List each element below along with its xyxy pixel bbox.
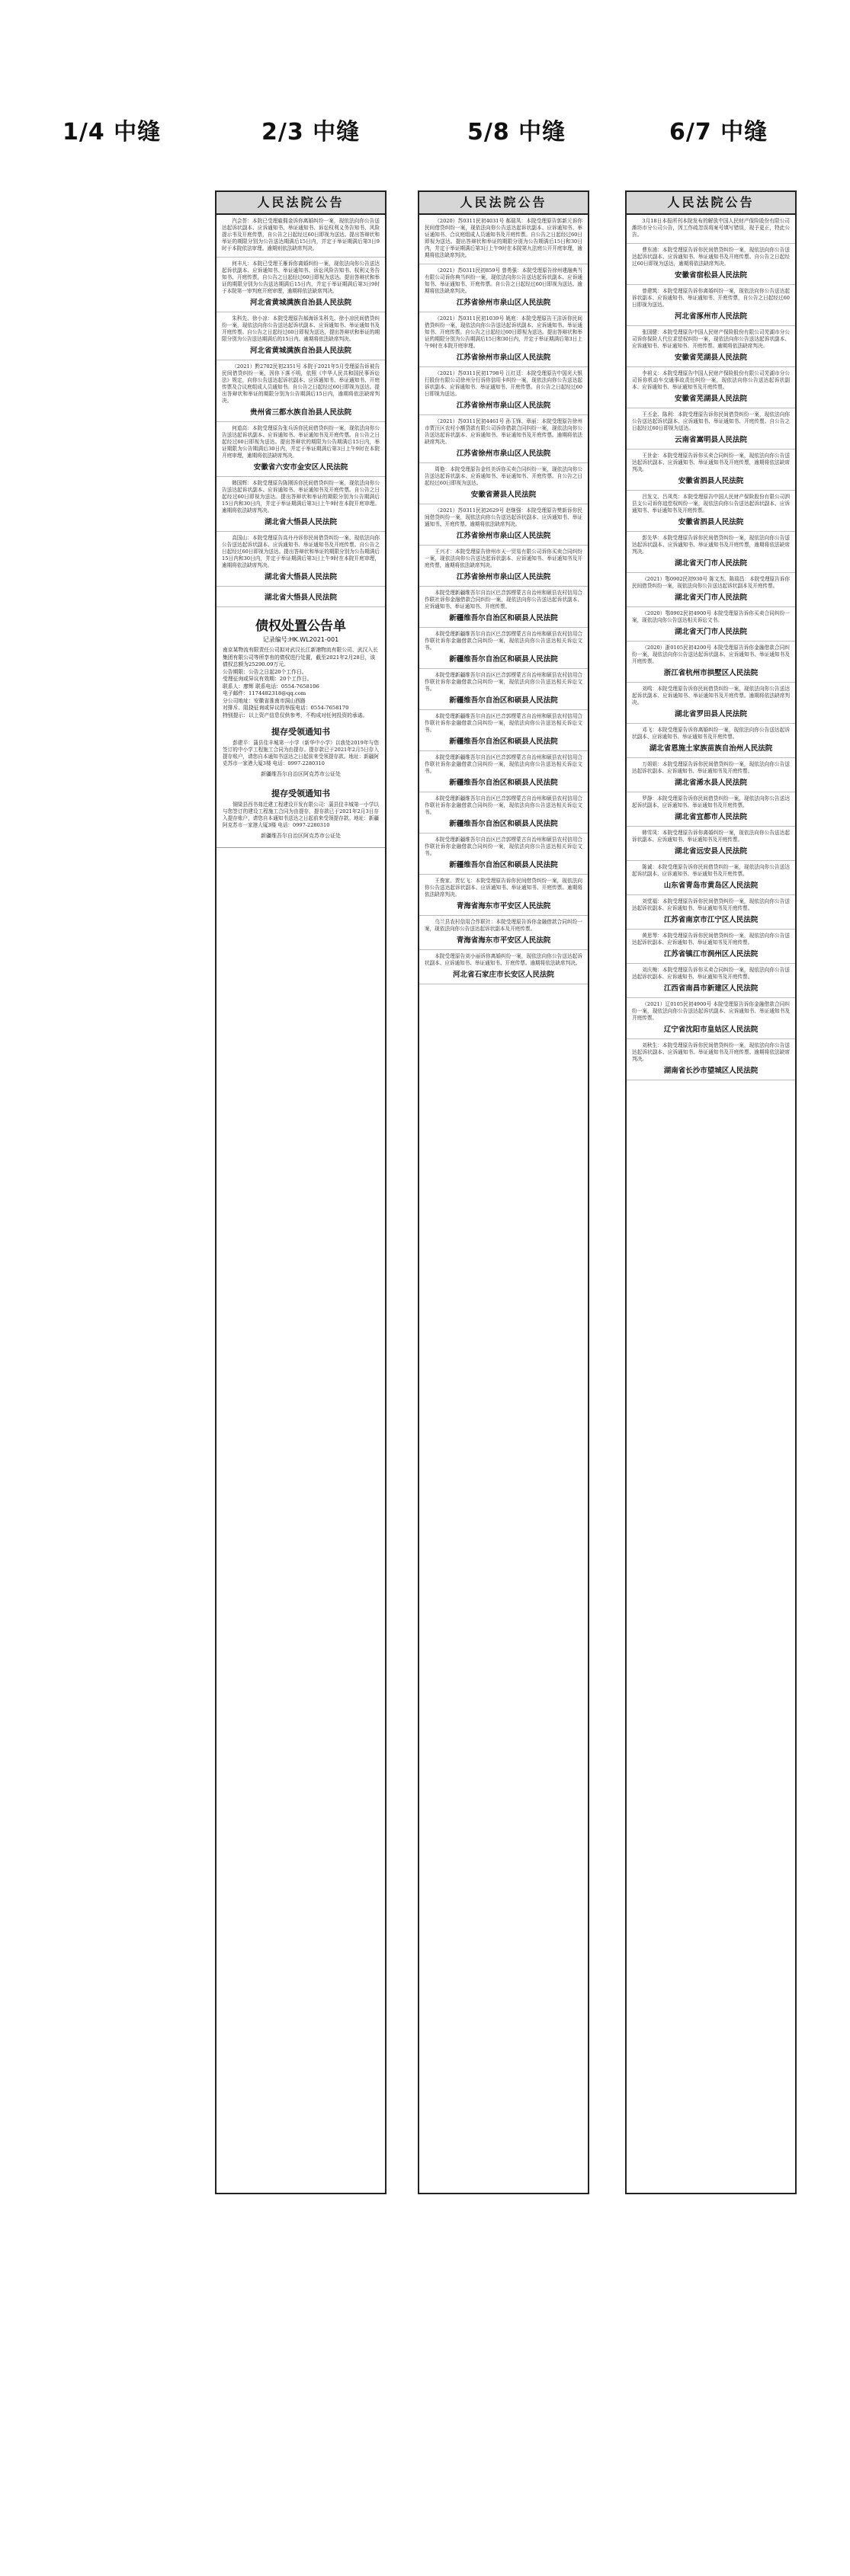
notice-item	[627, 215, 795, 244]
escrow-notice-sign: 新疆维吾尔自治区阿克苏市公证处	[261, 833, 341, 839]
notice-body: 高国山：本院受理原告高丹丹诉你民间借贷纠纷一案，现依法向你公告送达起诉状副本、应诉通知书、举证通知书及开庭传票。自公告之日起经过60日即视为送达。提出答辩状和举证的期限分别为公告期满后15日内和30日内，并定于举证期满后第3日上午9时在本院开庭审理，逾期将依法缺席判决。	[222, 535, 380, 568]
notice-item	[627, 573, 795, 607]
notice-item	[419, 504, 588, 546]
ad-line: 分公司地址：安徽省淮南市洞山西路	[223, 697, 306, 704]
notice-body: 罗静：本院受理原告诉你民间借贷纠纷一案，现依法向你公告送达起诉状副本、应诉通知书、举证通知书及开庭传票。	[632, 795, 790, 808]
notice-court-name: 湖北省大悟县人民法院	[264, 594, 337, 602]
notice-body: 王兴才：本院受理原告徐州市天一贸易有限公司诉你买卖合同纠纷一案，现依法向你公告送达起诉状副本、应诉通知书、举证通知书及开庭传票，逾期将依法缺席判决。	[425, 549, 582, 568]
column-1	[215, 190, 387, 2194]
notice-body: 本院受理新疆维吾尔自治区巴音郭楞蒙古自治州和硕县农村信用合作联社诉你金融借款合同纠纷一案，现依法向你公告送达相关诉讼文书。	[425, 631, 582, 651]
notice-body: 何道高：本院受理原告张兵诉你民间借贷纠纷一案，现依法向你公告送达起诉状副本、应诉通知书、举证通知书及开庭传票。自公告之日起经过60日即视为送达。提出答辩状的期限为公告期满后15日内，举证期限为公告期满后30日内，并定于举证期满后第3日上午9时在本院开庭审理，逾期将依法缺席判决。	[222, 425, 380, 459]
notice-item	[627, 964, 795, 998]
column-label-3: 5/8 中缝	[467, 119, 566, 146]
notice-court-name: 湖南省长沙市望城区人民法院	[663, 1067, 759, 1075]
notice-body: 邓飞：本院受理原告诉你离婚纠纷一案，现依法向你公告送达起诉状副本、应诉通知书、举证通知书及开庭传票。	[632, 727, 790, 740]
notice-item	[419, 463, 588, 504]
notice-item	[627, 998, 795, 1039]
notice-body: 曾建筑：本院受理原告诉你离婚纠纷一案，现依法向你公告送达起诉状副本、应诉通知书、举证通知书、开庭传票，自公告之日起经过60日即视为送达。	[632, 288, 790, 308]
column-label-2: 2/3 中缝	[261, 119, 361, 146]
ad-line: 电子邮件：1174482318@qq.com	[223, 690, 306, 696]
notice-court-name: 江西省南昌市新建区人民法院	[663, 984, 759, 993]
notice-body: 刘鸣：本院受理原告诉你民间借贷纠纷一案，现依法向你公告送达起诉状副本、应诉通知书、举证通知书及开庭传票。逾期将依法缺席判决。	[632, 686, 790, 706]
notice-item	[627, 792, 795, 827]
notice-body: 王俊家、贾忆飞：本院受理原告诉你民间借贷纠纷一案，现依法向你公告送达起诉状副本、应诉通知书、举证通知书、开庭传票。逾期将依法缺席判决。	[425, 878, 582, 898]
notice-body: 本院受理新疆维吾尔自治区巴音郭楞蒙古自治州和硕县农村信用合作联社诉你金融借款合同纠纷一案，现依法向你公告送达相关诉讼文书。	[425, 795, 582, 815]
notice-body: （2021）苏0311民初1039号 姚庭：本院受理原告王洁诉你民间借贷纠纷一案，现依法向你公告送达起诉状副本、应诉通知书、举证通知书、开庭传票。自公告之日起经过60日即视为送达。提出答辩状和举证的期限分别为公告期满后15日和30日内，并定于举证期满后第3日上午9时在本院开庭审理。	[425, 315, 582, 349]
notice-court-name: 河北省石家庄市长安区人民法院	[452, 971, 554, 979]
notice-court-name: 安徽省泗县人民法院	[678, 518, 744, 526]
notice-item	[627, 450, 795, 491]
debt-disposal-ad	[217, 607, 385, 848]
ad-title: 债权处置公告单	[255, 619, 346, 634]
column-header: 人民法院公告	[419, 192, 588, 215]
notice-court-name: 湖北省天门市人民法院	[674, 628, 747, 636]
notice-body: （2021）苏0311民初1798号 江红廷：本院受理原告中国光大银行股份有限公司徐州分行诉你信用卡纠纷一案，现依法向你公告送达起诉状副本、应诉通知书、举证通知书、开庭传票。自公告之日起经过60日即视为送达。	[425, 370, 582, 397]
notice-item	[419, 669, 588, 710]
notice-court-name: 湖北省恩施土家族苗族自治州人民法院	[649, 744, 773, 753]
notice-item	[217, 360, 385, 422]
notice-item	[627, 895, 795, 930]
notice-body: （2021）辽0105民初4900号 本院受理原告诉你金融借款合同纠纷一案，现依法向你公告送达起诉状副本、应诉通知书、举证通知书及开庭传票。	[632, 1001, 790, 1021]
notice-body: 黄思琴：本院受理原告诉你民间借贷纠纷一案，现依法向你公告送达起诉状副本、应诉通知书、举证通知书及开庭传票。	[632, 933, 790, 946]
ad-line: 受理征询或异议有效期：20个工作日。	[223, 676, 313, 682]
notice-court-name: 江苏省镇江市润州区人民法院	[663, 950, 759, 958]
column-2	[418, 190, 589, 2194]
notice-item	[419, 312, 588, 367]
notice-body: 彭先华：本院受理原告诉你民间借贷纠纷一案，现依法向你公告送达起诉状副本、应诉通知书、举证通知书及开庭传票，逾期将依法缺席判决。	[632, 535, 790, 555]
notice-court-name: 浙江省杭州市拱墅区人民法院	[663, 669, 759, 677]
notice-item	[627, 326, 795, 367]
notice-item	[419, 215, 588, 264]
notice-body: 王世金：本院受理原告诉你买卖合同纠纷一案，现依法向你公告送达起诉状副本、应诉通知书、举证通知书及开庭传票，逾期将依法缺席判决。	[632, 453, 790, 472]
notice-body: 万姐姐：本院受理原告诉你民间借贷纠纷一案，现依法向你公告送达起诉状副本、应诉通知书、举证通知书及开庭传票。	[632, 761, 790, 774]
notice-body: 乌兰县农村信用合作联社：本院受理原告诉你金融借款合同纠纷一案，现依法向你公告送达起诉状副本及开庭传票。	[425, 919, 582, 932]
column-label-4: 6/7 中缝	[669, 119, 768, 146]
notice-court-name: 湖北省宜都市人民法院	[674, 813, 747, 821]
notice-body: 本院受理新疆维吾尔自治区巴音郭楞蒙古自治州和硕县农村信用合作联社诉你金融借款合同纠纷一案，现依法向你公告送达起诉状副本、应诉通知书、举证通知书、开庭传票。	[425, 590, 582, 610]
notice-court-name: 湖北省天门市人民法院	[674, 559, 747, 568]
notice-item	[419, 751, 588, 792]
notice-court-name: 江苏省南京市江宁区人民法院	[663, 916, 759, 924]
notice-item	[627, 930, 795, 964]
notice-item	[627, 491, 795, 532]
notice-item	[419, 710, 588, 751]
notice-item	[217, 422, 385, 477]
notice-court-name: 安徽省芜湖县人民法院	[674, 395, 747, 403]
notice-body: 本院受理新疆维吾尔自治区巴音郭楞蒙古自治州和硕县农村信用合作联社诉你金融借款合同纠纷一案，现依法向你公告送达相关诉讼文书。	[425, 713, 582, 733]
ad-line: 南京某物流有限责任公司拟对武汉长江新港物流有限公司、武汉入长集团有限公司等所享有的债权进行处置，截至2021年2月28日，该债权总额为25290.09万元。	[223, 647, 378, 667]
notice-item	[419, 792, 588, 834]
notice-court-name: 新疆维吾尔自治区和硕县人民法院	[449, 861, 558, 869]
notice-item	[627, 532, 795, 573]
notice-court-name: 湖北省大悟县人民法院	[264, 573, 337, 581]
notice-court-name: 辽宁省沈阳市皇姑区人民法院	[663, 1026, 759, 1034]
notice-item	[217, 587, 385, 607]
notice-court-name: 新疆维吾尔自治区和硕县人民法院	[449, 779, 558, 787]
notice-item	[627, 642, 795, 683]
notice-body: 本院受理新疆维吾尔自治区巴音郭楞蒙古自治州和硕县农村信用合作联社诉你金融借款合同纠纷一案，现依法向你公告送达相关诉讼文书。	[425, 754, 582, 774]
notice-item	[627, 244, 795, 285]
notice-court-name: 青海省海东市平安区人民法院	[456, 902, 551, 910]
notice-court-name: 新疆维吾尔自治区和硕县人民法院	[449, 820, 558, 828]
notice-list	[217, 215, 385, 607]
notice-court-name: 江苏省徐州市泉山区人民法院	[456, 532, 551, 540]
notice-item	[217, 312, 385, 360]
notice-item	[627, 285, 795, 326]
notice-item	[627, 1039, 795, 1080]
notice-body: （2020）苏0311民初4031号 郝瑞凤：本院受理原告郭新元诉你民间借贷纠纷一案，现依法向你公告送达起诉状副本、应诉通知书、举证通知书、合议庭组成人员通知书及开庭传票。自公告之日起经过60日即视为送达。提出答辩状和举证的期限分别为公告期满后15日和30日内，并定于举证期满后第3日上午9时在本院第九法庭公开开庭审理，逾期将依法缺席判决。	[425, 218, 582, 258]
column-header: 人民法院公告	[217, 192, 385, 215]
notice-court-name: 江苏省徐州市泉山区人民法院	[456, 573, 551, 581]
column-label-1: 1/4 中缝	[63, 119, 162, 146]
notice-court-name: 安徽省芜湖县人民法院	[674, 354, 747, 362]
notice-body: （2021）苏0311民初2629号 赵继强：本院受理原告樊新诉你民间借贷纠纷一案，现依法向你公告送达起诉状副本、应诉通知书、举证通知书、开庭传票。逾期将依法缺席判决。	[425, 507, 582, 527]
notice-item	[419, 415, 588, 463]
notice-item	[419, 264, 588, 312]
notice-court-name: 安徽省宿松县人民法院	[674, 271, 747, 280]
notice-court-name: 河北省涿州市人民法院	[674, 312, 747, 321]
notice-list	[419, 215, 588, 984]
notice-court-name: 湖北省罗田县人民法院	[674, 710, 747, 718]
notice-item	[419, 367, 588, 415]
notice-court-name: 河北省黄城满族自治县人民法院	[249, 347, 351, 355]
notice-court-name: 湖北省浠水县人民法院	[674, 779, 747, 787]
notice-item	[627, 724, 795, 758]
escrow-notice-sign: 新疆维吾尔自治区阿克苏市公证处	[261, 771, 341, 777]
notice-body: （2021）苏0311民初859号 曾勇强：本院受理原告徐州建融典当有限公司诉你典当纠纷一案，现依法向你公告送达起诉状副本、应诉通知书、举证通知书、开庭传票。自公告之日起经过60日即视为送达。逾期将依法缺席判决。	[425, 267, 582, 294]
notice-body: 李祖义：本院受理原告中国人民财产保险股份有限公司芜湖市分公司诉你机动车交通事故责任纠纷一案，现依法向你公告送达起诉状副本、应诉通知书、举证通知书及开庭传票。	[632, 370, 790, 390]
notice-body: （2021）苏0311民初4461号 孙玉锋、章丽：本院受理原告徐州市贾汪区农村小额贷款有限公司诉你借款合同纠纷一案，现依法向你公告送达起诉状副本、应诉通知书、举证通知书及开庭传票。逾期将依法缺席判决。	[425, 418, 582, 445]
notice-body: 本院受理新疆维吾尔自治区巴音郭楞蒙古自治州和硕县农村信用合作联社诉你金融借款合同纠纷一案，现依法向你公告送达相关诉讼文书。	[425, 837, 582, 856]
notice-body: 本院受理原告刘小丽诉你离婚纠纷一案，现依法向你公告送达起诉状副本、应诉通知书、举证通知书、开庭传票。逾期将依法缺席判决。	[425, 953, 582, 966]
notice-item	[217, 215, 385, 258]
notice-body: （2021）鄂0902民初930号 陈文杰、陈瑞昌：本院受理原告诉你民间借贷纠纷一案，现依法向你公告送达起诉状副本及开庭传票。	[632, 576, 790, 589]
notice-body: 吕发文、吕凤英：本院受理原告中国人民财产保险股份有限公司泗县支公司诉你追偿权纠纷一案，现依法向你公告送达起诉状副本、应诉通知书、举证通知书及开庭传票。	[632, 494, 790, 514]
notice-body: 王丕金、陈利：本院受理原告诉你民间借贷纠纷一案，现依法向你公告送达起诉状副本、应诉通知书、举证通知书、开庭传票。自公告之日起经过60日即视为送达。	[632, 411, 790, 431]
column-3	[625, 190, 797, 2194]
escrow-notice-body: 彭建平：蒲县佳丰城第一小学（新华中小学）以我处2019年与您签订的中小学工程施工合同为由提存。提存款已于2021年2月5日存入提存账户，请您自本通知书送达之日起前来受领提存款。地址：新疆阿克苏市一家港大厦3楼 电话：0997-2280310	[223, 740, 379, 766]
ad-line: 公告期限：公告之日起20个工作日。	[223, 668, 307, 675]
notice-item	[217, 477, 385, 532]
notice-court-name: 贵州省三都水族自治县人民法院	[249, 408, 351, 417]
notice-court-name: 江苏省徐州市泉山区人民法院	[456, 354, 551, 362]
notice-body: 陈诚：本院受理原告诉你民间借贷纠纷一案，现依法向你公告送达起诉状副本、应诉通知书、举证通知书及开庭传票。	[632, 864, 790, 877]
notice-court-name: 青海省海东市平安区人民法院	[456, 936, 551, 945]
notice-court-name: 河北省黄城满族自治县人民法院	[249, 299, 351, 307]
escrow-notice-title: 提存受领通知书	[271, 789, 330, 798]
notice-item	[627, 827, 795, 861]
ad-line: 特别提示：以上资产信息仅供参考，不构成对任何投资的承诺。	[223, 712, 368, 718]
notice-court-name: 新疆维吾尔自治区和硕县人民法院	[449, 614, 558, 622]
notice-court-name: 江苏省徐州市泉山区人民法院	[456, 450, 551, 458]
notice-list	[627, 215, 795, 1080]
notice-body: 本院受理新疆维吾尔自治区巴音郭楞蒙古自治州和硕县农村信用合作联社诉你金融借款合同纠纷一案，现依法向你公告送达相关诉讼文书。	[425, 672, 582, 692]
notice-item	[627, 408, 795, 450]
notice-item	[627, 367, 795, 408]
notice-court-name: 新疆维吾尔自治区和硕县人民法院	[449, 696, 558, 705]
notice-court-name: 江苏省徐州市泉山区人民法院	[456, 299, 551, 307]
ad-subtitle: 记录编号:HK.WL2021-001	[262, 636, 339, 643]
notice-court-name: 湖北省远安县人民法院	[674, 847, 747, 856]
notice-body: 曹东浦：本院受理原告诉你民间借贷纠纷一案，现依法向你公告送达起诉状副本、应诉通知书、举证通知书及开庭传票。自公告之日起经过60日即视为送达，逾期将依法缺席判决。	[632, 247, 790, 267]
notice-item	[627, 758, 795, 792]
notice-body: 刘秋生：本院受理原告诉你民间借贷纠纷一案，现依法向你公告送达起诉状副本、应诉通知书、举证通知书及开庭传票。逾期将依法缺席判决。	[632, 1042, 790, 1062]
notice-body: 刘庆梅：本院受理原告诉你买卖合同纠纷一案，现依法向你公告送达起诉状副本、应诉通知书、举证通知书及开庭传票。	[632, 967, 790, 980]
notice-body: 周艳：本院受理原告金钰美诉你买卖合同纠纷一案，现依法向你公告送达起诉状副本、应诉通知书、举证通知书、开庭传票。自公告之日起经过60日即视为送达。	[425, 466, 582, 486]
notice-body: 韩国辉：本院受理原告陈刚诉你民间借贷纠纷一案，现依法向你公告送达起诉状副本、应诉通知书、举证通知书及开庭传票。自公告之日起经过60日即视为送达。提出答辩状和举证的期限分别为公告期满后15日内和30日内，并定于举证期满后第3日上午9时在本院开庭审理。逾期将依法缺席判决。	[222, 480, 380, 514]
notice-body: （2021）黔2702民初2351号 本院于2021年5月受理原告诉被告民间借贷纠纷一案，因你下落不明，依照《中华人民共和国民事诉讼法》规定，向你公告送达起诉状副本、应诉通知书、举证通知书、开庭传票及合议庭组成人员通知书。自公告之日起经过60日即视为送达。提出答辩状和举证的期限分别为公告期满后15日内，逾期将依法缺席判决。	[222, 363, 380, 404]
notice-item	[419, 916, 588, 950]
notice-item	[419, 628, 588, 669]
notice-item	[419, 546, 588, 587]
notice-court-name: 湖北省天门市人民法院	[674, 594, 747, 602]
escrow-notice-title: 提存受领通知书	[271, 727, 330, 737]
notice-court-name: 安徽省萧县人民法院	[470, 491, 537, 499]
notice-item	[419, 875, 588, 916]
notice-court-name: 安徽省六安市金安区人民法院	[253, 463, 348, 472]
notice-court-name: 江苏省徐州市泉山区人民法院	[456, 402, 551, 410]
notice-court-name: 新疆维吾尔自治区和硕县人民法院	[449, 738, 558, 746]
notice-court-name: 新疆维吾尔自治区和硕县人民法院	[449, 655, 558, 664]
notice-court-name: 安徽省泗县人民法院	[678, 477, 744, 485]
notice-item	[627, 861, 795, 895]
notice-body: 刘堂福：本院受理原告诉你民间借贷纠纷一案，现依法向你公告送达起诉状副本、应诉通知书、举证通知书及开庭传票。	[632, 898, 790, 911]
notice-item	[217, 532, 385, 587]
notice-body: （2020）鄂0902民初4900号 本院受理原告诉你买卖合同纠纷一案，现依法向你公告送达相关诉讼文书。	[632, 610, 790, 623]
notice-item	[627, 683, 795, 724]
notice-item	[419, 587, 588, 628]
ad-line: 对排斥、阻挠征询或异议的举报电话：0554-7658170	[223, 705, 349, 711]
notice-body: 汽会荟：本院已受理雇佣金诉你离婚纠纷一案，现依法向你公告送达起诉状副本、应诉通知书、举证通知书、诉讼权利义务告知书、风险提示书及开庭传票，自公告之日起经过60日即视为送达。提出答辩状和举证的期限分别为公告送达期满后15日内，并定于举证期满后第3日9时于本院依法审理。逾期则依法缺席判决。	[222, 218, 380, 251]
escrow-notice-body: 铜梁县西书弗迁建工程建设开发有限公司：蒲县佳丰城第一小学以与您签订的建设工程施工合同为由提存，提存款已于2021年2月3日存入提存账户，请您自本通知书送达之日起前来受领提存款。地址：新疆阿克苏市一家港大厦3楼 电话：0997-2280310	[223, 802, 379, 828]
column-header: 人民法院公告	[627, 192, 795, 215]
notice-item	[627, 607, 795, 642]
notice-item	[419, 950, 588, 984]
notice-court-name: 云南省嵩明县人民法院	[674, 436, 747, 444]
notice-court-name: 山东省青岛市黄岛区人民法院	[663, 882, 759, 890]
notice-item	[419, 834, 588, 875]
ad-line: 联系人：廖辉 联系电话：0554-7658106	[223, 683, 319, 690]
notice-body: 3月18日本报所刊本院发布的解放中国人民财产保险股份有限公司潍坊市分公司公告，因工作疏忽误将案号填写错误，现予更正，特此公告。	[632, 218, 790, 238]
notice-body: 朱科先、徐小凉：本院受理原告郝海诉朱科先、徐小凉民间借贷纠纷一案，现依法向你公告送达起诉状副本、应诉通知书、举证通知书及开庭传票。自公告之日起经过60日即视为送达，提出答辩状和举证的期限分别为公告送达期满后的15日内。逾期将依法缺席判决。	[222, 315, 380, 342]
notice-body: 何丰凡：本院已受理王雁诉你离婚纠纷一案，现依法向你公告送达起诉状副本、应诉通知书、举证通知书、诉讼风险告知书、权利义务告知书、开庭传票，自公告之日起经过60日即视为送达。提出答辩状和举证的期限分别为公告送达期满后15日内，并定于举证期满后第3日9时于本院第一审判庭开庭审理，逾期将依法缺席判决。	[222, 261, 380, 294]
notice-body: 张国健：本院受理原告中国人民财产保险股份有限公司芜湖市分公司诉你保险人代位求偿权纠纷一案，现依法向你公告送达起诉状副本、应诉通知书、举证通知书、开庭传票。逾期将依法缺席判决。	[632, 329, 790, 349]
notice-item	[217, 258, 385, 312]
notice-body: （2020）浙0105民初4200号 本院受理原告诉你金融借款合同纠纷一案，现依法向你公告送达起诉状副本、应诉通知书、举证通知书及开庭传票。	[632, 645, 790, 664]
notice-body: 韩雪凤：本院受理原告诉你离婚纠纷一案，现依法向你公告送达起诉状副本、应诉通知书、举证通知书及开庭传票。	[632, 830, 790, 843]
notice-court-name: 湖北省大悟县人民法院	[264, 518, 337, 526]
